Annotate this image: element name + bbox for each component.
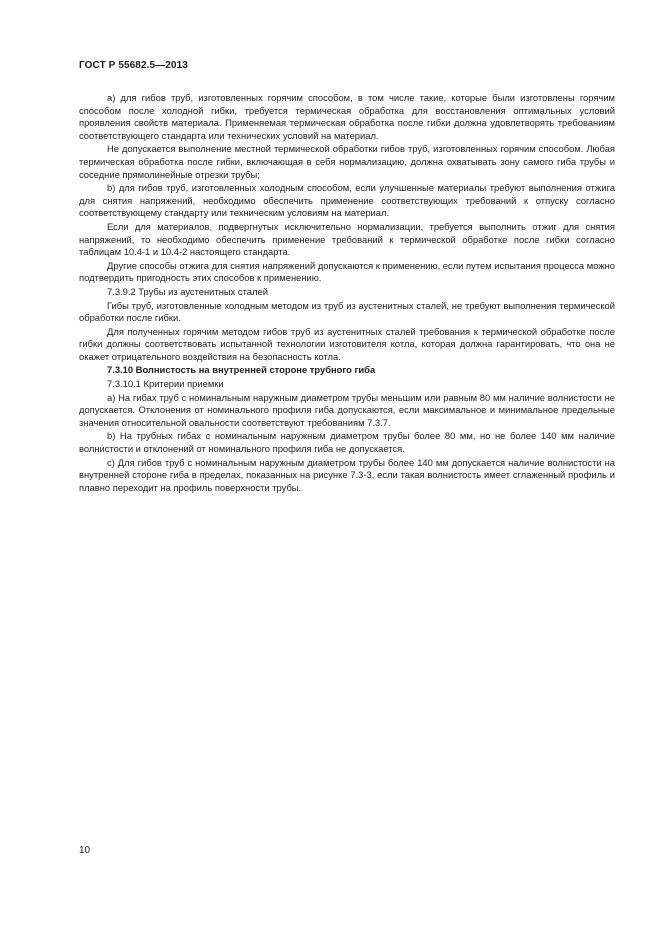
document-body (79, 92, 615, 494)
paragraph-criterion-a: а) На гибах труб с номинальным наружным диаметром трубы меньшим или равным 80 мм наличие волнистости не допускается. Отклонения от номинального профиля гиба допускаются, если максимальное и минимальное предельные значения относительной овальности соответствуют требованиям 7.3.7. (79, 391, 615, 428)
document-header: ГОСТ Р 55682.5—2013 (79, 60, 188, 71)
paragraph-criterion-b: b) На трубных гибах с номинальным наружным диаметром трубы более 80 мм, но не более 140 мм наличие волнистости и отклонений от номинального профиля гиба не допускается. (79, 430, 615, 455)
paragraph-local-heat-treatment: Не допускается выполнение местной термической обработки гибов труб, изготовленных горячим способом. Любая термическая обработка после гибки, включающая в себя нормализацию, должна охватывать зону самого гиба трубы и соседние прямолинейные отрезки трубы; (79, 143, 615, 180)
section-heading-austenitic: 7.3.9.2 Трубы из аустенитных сталей (107, 285, 268, 297)
paragraph-austenitic-cold: Гибы труб, изготовленные холодным методом из труб из аустенитных сталей, не требуют выполнения термической обработки после гибки. (79, 299, 615, 324)
paragraph-other-annealing: Другие способы отжига для снятия напряжений допускаются к применению, если путем испытания процесса можно подтвердить пригодность этих способов к применению. (79, 259, 615, 284)
paragraph-cold-bending: b) для гибов труб, изготовленных холодным способом, если улучшенные материалы требуют выполнения отжига для снятия напряжений, необходимо обеспечить применение соответствующих требований к отпуску согласно соответствующему стандарту или техническим условиям на материал. (79, 182, 615, 219)
section-heading-waviness: 7.3.10 Волнистость на внутренней стороне трубного гиба (107, 364, 376, 376)
section-heading-acceptance-criteria: 7.3.10.1 Критерии приемки (107, 378, 224, 390)
paragraph-austenitic-hot: Для полученных горячим методом гибов труб из аустенитных сталей требования к термической обработке после гибки должны соответствовать испытанной технологии изготовителя котла, которая должна гарантировать, что она не окажет отрицательного воздействия на безопасность котла. (79, 325, 615, 362)
paragraph-hot-bending: а) для гибов труб, изготовленных горячим способом, в том числе такие, которые были изготовлены горячим способом после холодной гибки, требуется термическая обработка для восстановления оптимальных условий проявления свойств материала. Применяемая термическая обработка после гибки должна удовлетворять требованиям соответствующего стандарта или технических условий на материал. (79, 92, 615, 141)
paragraph-normalization: Если для материалов, подвергнутых исключительно нормализации, требуется выполнить отжиг для снятия напряжений, то необходимо обеспечить применение требований к термической обработке после гибки согласно таблицам 10.4-1 и 10.4-2 настоящего стандарта. (79, 220, 615, 258)
page-number: 10 (79, 845, 91, 856)
paragraph-criterion-c: c) Для гибов труб с номинальным наружным диаметром трубы более 140 мм допускается наличие волнистости на внутренней стороне гиба в пределах, показанных на рисунке 7.3-3, если такая волнистость имеет сглаженный профиль и плавно переходит на профиль поверхности трубы. (79, 456, 615, 493)
